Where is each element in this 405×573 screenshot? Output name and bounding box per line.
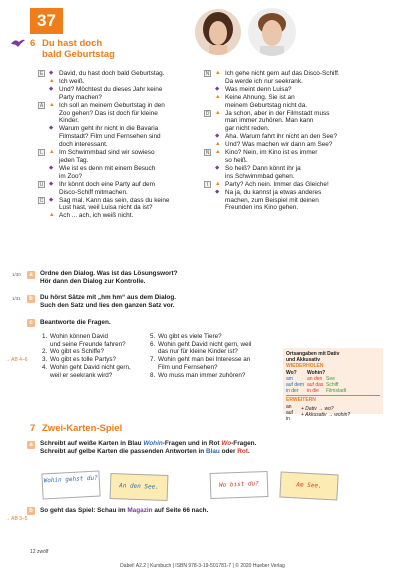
grammar-row: in der in die Filmstadt bbox=[286, 388, 347, 395]
dialog-line bbox=[204, 189, 389, 213]
triangle-bullet-icon: ▲ bbox=[215, 70, 221, 76]
dialog-line bbox=[38, 86, 198, 102]
bird-icon bbox=[10, 35, 26, 53]
grammar-ext-rule: + Akkusativ → wohin? bbox=[301, 411, 351, 418]
diamond-bullet-icon: ◆ bbox=[49, 70, 54, 76]
imprint: Dabei! A2.2 | Kursbuch | ISBN 978-3-19-501781-7 | © 2020 Hueber Verlag bbox=[120, 563, 285, 569]
dialog-text: Zoo gehen? Das ist doch für kleine bbox=[59, 109, 158, 117]
task-a-badge: a bbox=[27, 271, 35, 279]
dialog-text: Da werde ich nur seekrank. bbox=[225, 77, 303, 85]
question-line: und seine Freunde fahren? bbox=[50, 340, 126, 348]
task-a-instruction: Ordne den Dialog. Was ist das Lösungswort? Hör dann den Dialog zur Kontrolle. bbox=[40, 270, 178, 285]
triangle-bullet-icon: ▲ bbox=[215, 149, 221, 156]
task-b-badge: b bbox=[27, 295, 35, 303]
dialog-text: Party machen? bbox=[59, 93, 102, 101]
dialog-text: Ja schon, aber in der Filmstadt muss bbox=[225, 109, 330, 117]
question-line: das nur für kleine Kinder ist? bbox=[158, 348, 238, 356]
task-c-badge: c bbox=[27, 319, 35, 327]
task-7a-instruction: Schreibt auf weiße Karten in Blau Wohin-Fragen und in Rot Wo-Fragen. Schreibt auf gelbe Karten die passenden Antworten in Blau oder Rot. bbox=[40, 440, 257, 455]
dialog-text: Und? Was machen wir dann am See? bbox=[225, 141, 333, 149]
dialog-text: Disco-Schiff mitmachen. bbox=[59, 188, 128, 196]
dialog-line bbox=[38, 165, 198, 181]
grammar-ext-prep: auf bbox=[286, 409, 293, 416]
audio-track-1-31: 1/31 bbox=[12, 296, 21, 301]
section-6-number: 6 bbox=[30, 38, 36, 49]
dialog-text: Wie ist es denn mit einem Besuch bbox=[59, 164, 156, 172]
grammar-ext-prep: in bbox=[286, 416, 290, 423]
dialog-text: Freunden ins Kino gehen. bbox=[225, 204, 299, 212]
dialog-line bbox=[38, 70, 198, 78]
diamond-bullet-icon: ◆ bbox=[49, 164, 54, 171]
dialog-left-column bbox=[38, 70, 198, 220]
diamond-bullet-icon: ◆ bbox=[49, 85, 54, 92]
audio-track-1-30: 1/30 bbox=[12, 272, 21, 277]
card-wo-question: Wo bist du? bbox=[210, 471, 269, 499]
solution-letter: E bbox=[39, 71, 44, 77]
question-line: 2. Wo gibt es Schiffe? bbox=[42, 348, 105, 356]
dialog-text: Aha. Warum fahrt ihr nicht an den See? bbox=[225, 133, 338, 141]
solution-letter: U bbox=[39, 181, 44, 188]
dialog-text: Ich weiß. bbox=[59, 77, 85, 85]
triangle-bullet-icon: ▲ bbox=[215, 180, 221, 187]
diamond-bullet-icon: ◆ bbox=[49, 180, 54, 187]
task-b-instruction: Du hörst Sätze mit „hm hm“ aus dem Dialog. Such den Satz und lies den ganzen Satz vor. bbox=[40, 294, 176, 309]
card-wohin-answer: An den See. bbox=[110, 473, 169, 501]
grammar-ext-rule: + Dativ → wo? bbox=[301, 405, 334, 412]
dialog-text: Party? Ach nein. Immer das Gleiche! bbox=[225, 180, 329, 188]
grammar-box: Ortsangaben mit Dativ und Akkusativ WIEDERHOLEN Wo? Wohin? am an den See auf dem auf das Schiff in der in die Filmstadt ERWEITERN an auf in + Dativ → wo? + Akkusativ → wohin? bbox=[283, 348, 383, 414]
dialog-text: Ihr könnt doch eine Party auf dem bbox=[59, 180, 155, 188]
diamond-bullet-icon: ◆ bbox=[215, 85, 220, 92]
dialog-text: im Zoo? bbox=[59, 172, 83, 180]
triangle-bullet-icon: ▲ bbox=[215, 141, 221, 148]
dialog-text: Im Schwimmbad sind wir sowieso bbox=[59, 149, 155, 157]
dialog-text: Filmstadt? Film und Fernsehen sind bbox=[59, 133, 161, 141]
dialog-text: Was meint denn Luisa? bbox=[225, 85, 292, 93]
solution-letter: C bbox=[39, 197, 44, 204]
dialog-line bbox=[204, 181, 389, 189]
dialog-text: Und? Möchtest du dieses Jahr keine bbox=[59, 85, 163, 93]
dialog-line bbox=[204, 149, 389, 165]
dialog-text: Sag mal. Kann das sein, dass du keine bbox=[59, 196, 170, 204]
dialog-line bbox=[204, 165, 389, 181]
dialog-text: Na ja, du kannst ja etwas anderes bbox=[225, 188, 322, 196]
diamond-bullet-icon: ◆ bbox=[215, 133, 220, 140]
diamond-bullet-icon: ◆ bbox=[49, 196, 54, 203]
dialog-text: so heiß. bbox=[225, 156, 248, 164]
dialog-text: Kinder. bbox=[59, 117, 79, 125]
dialog-text: Ich soll an meinem Geburtstag in den bbox=[59, 101, 165, 109]
dialog-text: Ich gehe nicht gern auf das Disco-Schiff. bbox=[225, 70, 340, 77]
page-number: 12 zwölf bbox=[30, 549, 49, 555]
photo-girl bbox=[195, 9, 241, 55]
solution-letter: A bbox=[39, 102, 44, 109]
dialog-line bbox=[204, 86, 389, 94]
dialog-line bbox=[204, 70, 389, 86]
task-7a-badge: a bbox=[27, 441, 35, 449]
card-wo-answer: Am See. bbox=[279, 472, 338, 501]
workbook-ref-3-5[interactable]: → AB 3–5 bbox=[5, 516, 28, 522]
question-line: weil er seekrank wird? bbox=[50, 371, 113, 379]
dialog-line bbox=[38, 197, 198, 213]
task-c-title: Beantworte die Fragen. bbox=[40, 319, 111, 326]
solution-letter: N bbox=[205, 150, 210, 157]
questions-right bbox=[150, 333, 280, 379]
photo-boy bbox=[248, 8, 296, 56]
diamond-bullet-icon: ◆ bbox=[215, 188, 220, 195]
dialog-text: Kino? Nein, im Kino ist es immer bbox=[225, 149, 318, 157]
dialog-right-column bbox=[204, 70, 389, 212]
question-line: 1. Wohin können David bbox=[42, 333, 108, 340]
dialog-text: gar nicht reden. bbox=[225, 125, 270, 133]
dialog-text: meinem Geburtstag nicht da. bbox=[225, 101, 308, 109]
triangle-bullet-icon: ▲ bbox=[49, 149, 55, 156]
workbook-ref-4-6[interactable]: → AB 4–6 bbox=[5, 357, 28, 363]
task-7b-instruction: So geht das Spiel: Schau im Magazin auf Seite 66 nach. bbox=[40, 507, 209, 514]
dialog-text: ins Schwimmbad gehen. bbox=[225, 172, 295, 180]
dialog-line bbox=[204, 110, 389, 134]
grammar-ext-prep: an bbox=[286, 403, 292, 410]
dialog-line bbox=[38, 78, 198, 86]
diamond-bullet-icon: ◆ bbox=[215, 164, 220, 171]
dialog-line bbox=[38, 212, 198, 220]
dialog-text: jeden Tag. bbox=[59, 156, 89, 164]
grammar-row: auf dem auf das Schiff bbox=[286, 382, 339, 389]
dialog-text: doch interessant. bbox=[59, 141, 108, 149]
triangle-bullet-icon: ▲ bbox=[49, 212, 55, 219]
card-wohin-question: Wohin gehst du? bbox=[41, 471, 100, 500]
task-7b-badge: b bbox=[27, 507, 35, 515]
triangle-bullet-icon: ▲ bbox=[215, 93, 221, 100]
question-line: 4. Wohin geht David nicht gern, bbox=[42, 363, 131, 371]
dialog-text: So heiß? Dann könnt ihr ja bbox=[225, 164, 301, 172]
dialog-text: Ach ... ach, ich weiß nicht. bbox=[59, 212, 134, 220]
solution-letter: I bbox=[204, 181, 211, 188]
dialog-line bbox=[204, 141, 389, 149]
solution-letter: L bbox=[38, 149, 45, 156]
dialog-line bbox=[38, 149, 198, 165]
section-7-number: 7 bbox=[30, 423, 36, 434]
triangle-bullet-icon: ▲ bbox=[215, 109, 221, 116]
triangle-bullet-icon: ▲ bbox=[49, 101, 55, 108]
question-line: 5. Wo gibt es viele Tiere? bbox=[150, 333, 222, 340]
triangle-bullet-icon: ▲ bbox=[49, 77, 55, 84]
dialog-text: David, du hast doch bald Geburtstag. bbox=[59, 70, 165, 77]
question-line: 6. Wohin geht David nicht gern, weil bbox=[150, 340, 252, 348]
section-7-title: Zwei-Karten-Spiel bbox=[42, 423, 123, 434]
diamond-bullet-icon: ◆ bbox=[49, 125, 54, 132]
dialog-text: machen, zum Beispiel mit deinen bbox=[225, 196, 319, 204]
dialog-text: Warum geht ihr nicht in die Bavaria bbox=[59, 125, 159, 133]
unit-number-badge: 37 bbox=[30, 8, 63, 34]
grammar-repeat-label: WIEDERHOLEN bbox=[286, 363, 324, 370]
question-line: Film und Fernsehen? bbox=[158, 363, 218, 371]
section-6-title: Du hast doch bald Geburtstag bbox=[42, 38, 115, 60]
solution-letter: D bbox=[205, 110, 210, 117]
question-line: 7. Wohin geht man bei Interesse an bbox=[150, 356, 251, 364]
dialog-line bbox=[204, 133, 389, 141]
dialog-text: man immer zuhören. Man kann bbox=[225, 117, 314, 125]
dialog-line bbox=[38, 125, 198, 149]
questions-left bbox=[42, 333, 152, 379]
dialog-text: Lust hast, weil Luisa nicht da ist? bbox=[59, 204, 153, 212]
grammar-extend-label: ERWEITERN bbox=[286, 397, 316, 404]
solution-letter: N bbox=[205, 71, 210, 77]
dialog-line bbox=[38, 181, 198, 197]
question-line: 3. Wo gibt es tolle Partys? bbox=[42, 356, 117, 364]
dialog-line bbox=[204, 94, 389, 110]
grammar-row: am an den See bbox=[286, 375, 335, 382]
dialog-line bbox=[38, 102, 198, 126]
question-line: 8. Wo muss man immer zuhören? bbox=[150, 371, 246, 379]
dialog-text: Keine Ahnung. Sie ist an bbox=[225, 93, 295, 101]
